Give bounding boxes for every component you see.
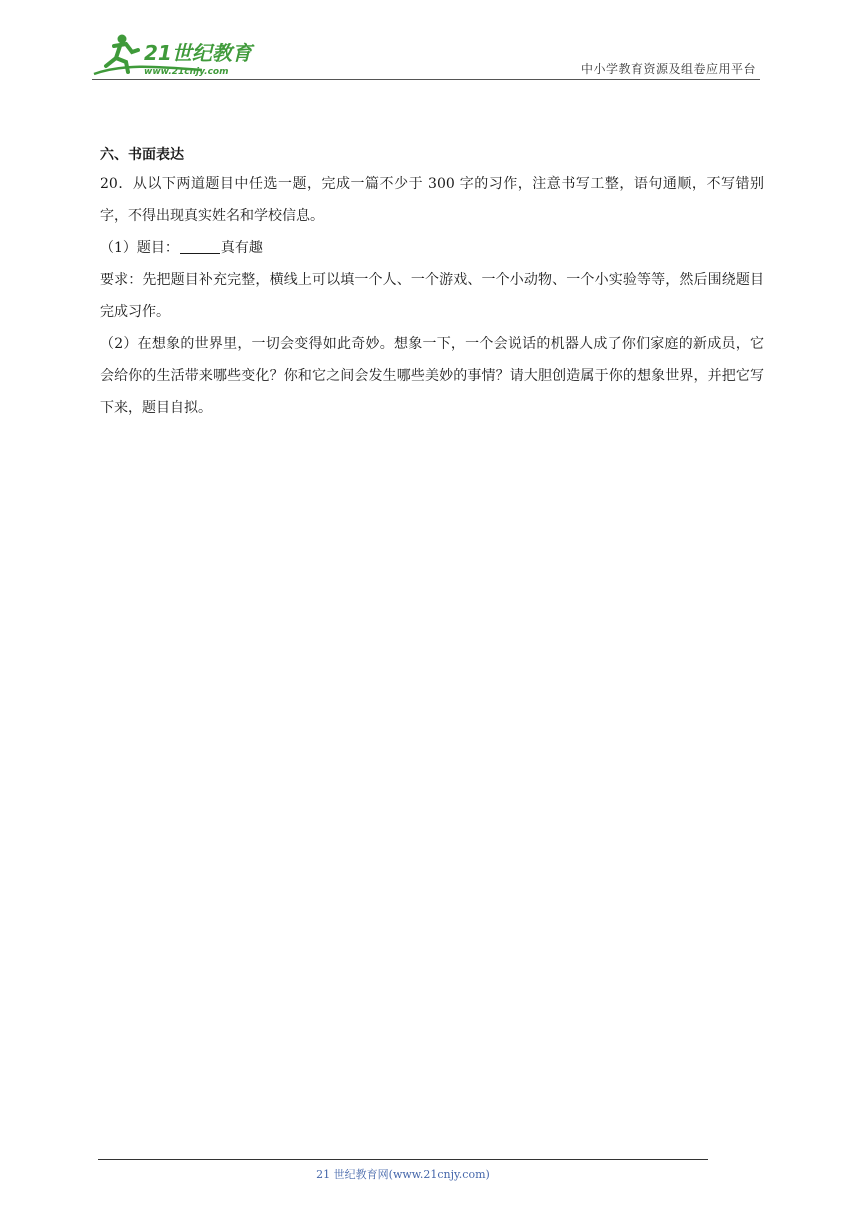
question-number: 20． [100,176,133,192]
option-1-prefix: （1）题目： [100,240,179,256]
fill-in-blank [180,239,220,254]
page-header [92,30,760,80]
question-content [100,142,764,424]
option-2: （2）在想象的世界里，一切会变得如此奇妙。想象一下，一个会说话的机器人成了你们家庭的新成员，它会给你的生活带来哪些变化？你和它之间会发生哪些美妙的事情？请大胆创造属于你的想象世界，并把它写下来，题目自拟。 [100,336,764,416]
logo-url-text: www.21cnjy.com [144,67,229,77]
question-text: 从以下两道题目中任选一题，完成一篇不少于 300 字的习作，注意书写工整，语句通顺，不写错别字，不得出现真实姓名和学校信息。 [100,176,764,224]
question-20 [100,168,764,232]
option-1-requirement: 要求：先把题目补充完整，横线上可以填一个人、一个游戏、一个小动物、一个小实验等等，然后围绕题目完成习作。 [100,272,764,320]
footer-source: 21 世纪教育网(www.21cnjy.com) [316,1168,490,1181]
option-1-suffix: 真有趣 [220,240,263,256]
logo-text: 21世纪教育 [144,41,252,65]
option-1 [100,232,764,264]
header-rule [92,79,760,80]
platform-name: 中小学教育资源及组卷应用平台 [580,62,756,76]
logo-21cnjy [92,30,262,78]
footer-rule [98,1159,708,1160]
section-title: 六、书面表达 [100,147,184,163]
